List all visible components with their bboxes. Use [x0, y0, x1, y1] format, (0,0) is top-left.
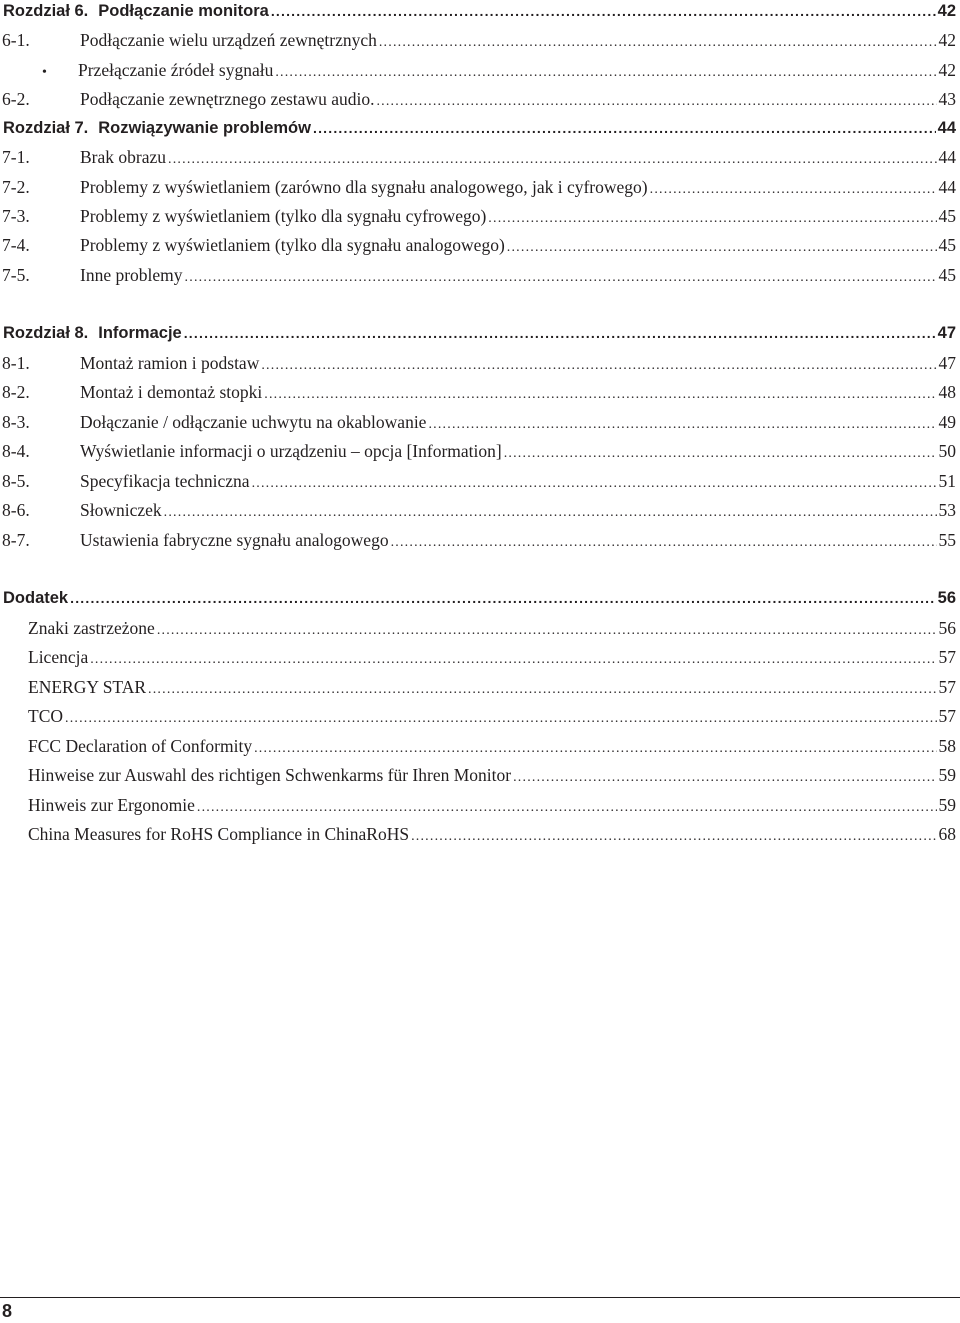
toc-title: TCO [28, 706, 63, 726]
dot-leader [428, 412, 936, 438]
dot-leader [184, 320, 936, 346]
toc-number: 7-2. [2, 177, 30, 197]
toc-number: 7-1. [2, 147, 30, 167]
toc-title: Ustawienia fabryczne sygnału analogowego [80, 530, 389, 550]
dot-leader [261, 353, 936, 379]
toc-item[interactable] [0, 262, 956, 288]
toc-number: 7-5. [2, 265, 30, 285]
toc-page-number: 68 [938, 824, 956, 844]
toc-appendix-item[interactable] [0, 792, 956, 818]
toc-item[interactable] [0, 350, 956, 376]
toc-page-number: 50 [938, 441, 956, 461]
dot-leader [252, 471, 937, 497]
toc-appendix-item[interactable] [0, 733, 956, 759]
dot-leader [313, 115, 936, 141]
toc-title: Podłączanie zewnętrznego zestawu audio. [80, 89, 375, 109]
toc-title: Montaż i demontaż stopki [80, 382, 263, 402]
dot-leader [488, 206, 936, 232]
dot-leader [90, 647, 936, 673]
toc-number: 7-3. [2, 206, 30, 226]
toc-title: Licencja [28, 647, 89, 667]
dot-leader [275, 60, 936, 86]
toc-number: Rozdział 8. [3, 324, 89, 342]
toc-title: China Measures for RoHS Compliance in ChinaRoHS [28, 824, 410, 844]
toc-title: FCC Declaration of Conformity [28, 736, 253, 756]
toc-title: Specyfikacja techniczna [80, 471, 250, 491]
footer-rule [0, 1297, 960, 1298]
toc-chapter-heading[interactable] [0, 0, 956, 24]
toc-item[interactable] [0, 379, 956, 405]
toc-appendix-item[interactable] [0, 644, 956, 670]
toc-title: Przełączanie źródeł sygnału [78, 60, 274, 80]
toc-appendix-item[interactable] [0, 821, 956, 847]
toc-page-number: 56 [937, 589, 956, 607]
toc-page-number: 57 [938, 647, 956, 667]
toc-page-number: 43 [938, 89, 956, 109]
toc-item[interactable] [0, 203, 956, 229]
toc-number: 8-2. [2, 382, 30, 402]
toc-item[interactable] [0, 438, 956, 464]
dot-leader [264, 382, 936, 408]
toc-page-number: 48 [938, 382, 956, 402]
toc-title: Wyświetlanie informacji o urządzeniu – opcja [Information] [80, 441, 502, 461]
toc-number: 6-1. [2, 30, 30, 50]
dot-leader [148, 677, 936, 703]
toc-item[interactable] [0, 86, 956, 112]
toc-page-number: 45 [938, 206, 956, 226]
toc-title: Problemy z wyświetlaniem (zarówno dla sygnału analogowego, jak i cyfrowego) [80, 177, 648, 197]
toc-chapter-heading[interactable] [0, 585, 956, 611]
dot-leader [254, 736, 936, 762]
dot-leader [168, 147, 936, 173]
toc-appendix-item[interactable] [0, 674, 956, 700]
toc-page-number: 44 [937, 119, 956, 137]
dot-leader [271, 0, 936, 24]
toc-title: Hinweise zur Auswahl des richtigen Schwenkarms für Ihren Monitor [28, 765, 512, 785]
dot-leader [650, 177, 937, 203]
toc-page-number: 42 [938, 30, 956, 50]
toc-page-number: 56 [938, 618, 956, 638]
toc-page-number: 44 [938, 147, 956, 167]
dot-leader [376, 89, 936, 115]
toc-number: 6-2. [2, 89, 30, 109]
dot-leader [185, 265, 937, 291]
toc-item[interactable] [0, 27, 956, 53]
toc-page-number: 45 [938, 235, 956, 255]
toc-chapter-heading[interactable] [0, 115, 956, 141]
toc-subitem[interactable] [0, 57, 956, 83]
toc-page-number: 45 [938, 265, 956, 285]
toc-chapter-heading[interactable] [0, 320, 956, 346]
dot-leader [411, 824, 936, 850]
toc-title: Dołączanie / odłączanie uchwytu na okablowanie [80, 412, 427, 432]
toc-number: 8-4. [2, 441, 30, 461]
toc-number: 7-4. [2, 235, 30, 255]
page-number: 8 [2, 1301, 13, 1321]
toc-page-number: 47 [938, 353, 956, 373]
toc-number: Rozdział 7. [3, 119, 89, 137]
toc-item[interactable] [0, 232, 956, 258]
toc-page-number: 57 [938, 706, 956, 726]
toc-page-number: 49 [938, 412, 956, 432]
toc-page-number: 59 [938, 795, 956, 815]
toc-number: 8-6. [2, 500, 30, 520]
toc-title: Inne problemy [80, 265, 183, 285]
dot-leader [507, 235, 937, 261]
toc-item[interactable] [0, 174, 956, 200]
toc-title: Brak obrazu [80, 147, 167, 167]
dot-leader [157, 618, 937, 644]
toc-title: ENERGY STAR [28, 677, 147, 697]
toc-number: 8-1. [2, 353, 30, 373]
toc-page-number: 53 [938, 500, 956, 520]
toc-item[interactable] [0, 527, 956, 553]
toc-number: Rozdział 6. [3, 2, 89, 20]
dot-leader [65, 706, 937, 732]
toc-page-number: 58 [938, 736, 956, 756]
toc-title: Podłączanie monitora [98, 2, 269, 20]
toc-appendix-item[interactable] [0, 615, 956, 641]
toc-page-number: 47 [937, 324, 956, 342]
toc-appendix-item[interactable] [0, 762, 956, 788]
dot-leader [70, 585, 936, 611]
toc-page-number: 51 [938, 471, 956, 491]
toc-title: Problemy z wyświetlaniem (tylko dla sygnału analogowego) [80, 235, 505, 255]
toc-title: Hinweis zur Ergonomie [28, 795, 195, 815]
toc-title: Rozwiązywanie problemów [98, 119, 311, 137]
toc-item[interactable] [0, 409, 956, 435]
toc-title: Problemy z wyświetlaniem (tylko dla sygnału cyfrowego) [80, 206, 487, 226]
toc-title: Znaki zastrzeżone [28, 618, 155, 638]
toc-number: 8-3. [2, 412, 30, 432]
dot-leader [513, 765, 936, 791]
toc-title: Montaż ramion i podstaw [80, 353, 260, 373]
toc-title: Informacje [98, 324, 182, 342]
dot-leader [391, 530, 937, 556]
toc-title: Podłączanie wielu urządzeń zewnętrznych [80, 30, 377, 50]
toc-page-number: 55 [938, 530, 956, 550]
toc-appendix-item[interactable] [0, 703, 956, 729]
toc-item[interactable] [0, 497, 956, 523]
toc-number: 8-5. [2, 471, 30, 491]
toc-page-number: 57 [938, 677, 956, 697]
toc-item[interactable] [0, 144, 956, 170]
toc-title: Dodatek [3, 589, 69, 607]
toc-page-number: 42 [938, 60, 956, 80]
dot-leader [379, 30, 937, 56]
toc-item[interactable] [0, 468, 956, 494]
dot-leader [504, 441, 937, 467]
dot-leader [197, 795, 937, 821]
toc-number: 8-7. [2, 530, 30, 550]
toc-title: Słowniczek [80, 500, 162, 520]
toc-page-number: 42 [937, 2, 956, 20]
toc-page-number: 44 [938, 177, 956, 197]
toc-page-number: 59 [938, 765, 956, 785]
bullet-icon: • [42, 65, 47, 80]
dot-leader [164, 500, 937, 526]
